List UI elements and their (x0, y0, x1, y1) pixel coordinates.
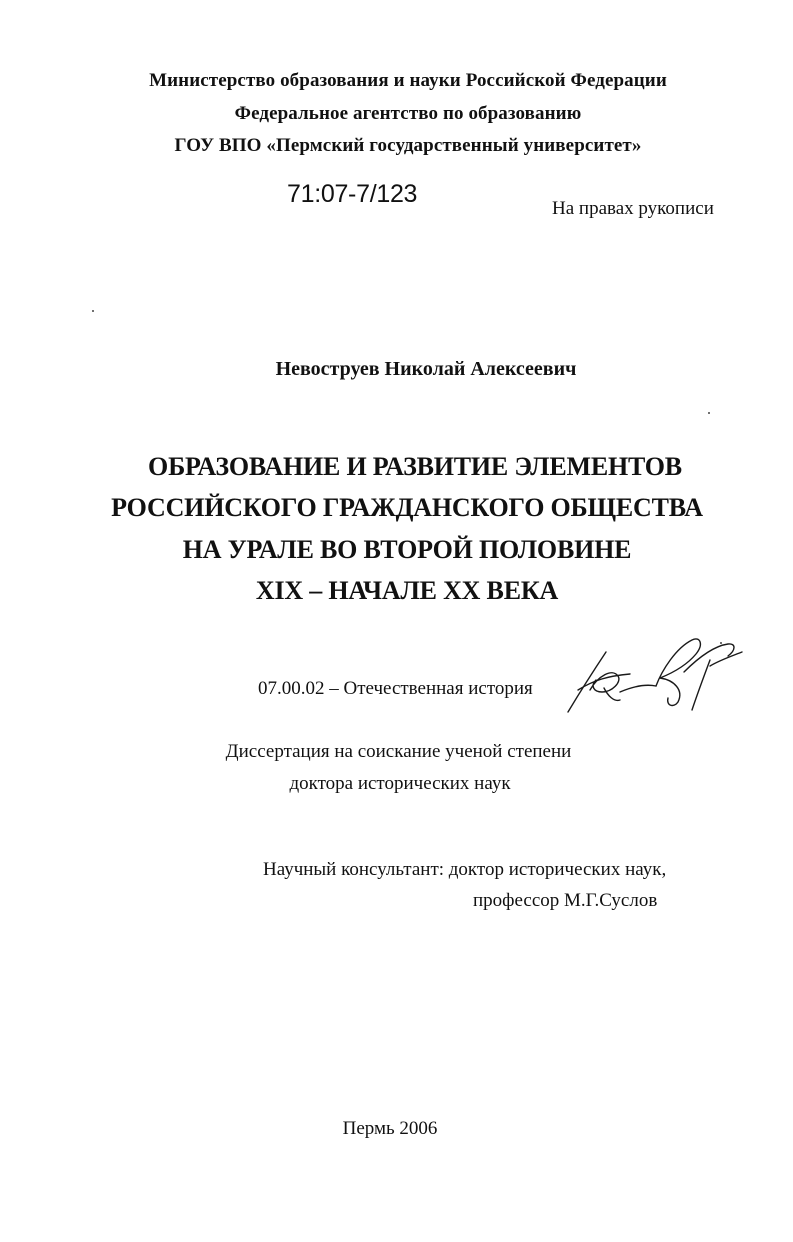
advisor-line: профессор М.Г.Суслов (473, 890, 658, 911)
degree-line: Диссертация на соискание ученой степени (225, 741, 572, 762)
title-line: РОССИЙСКОГО ГРАЖДАНСКОГО ОБЩЕСТВА (111, 493, 703, 522)
agency-line: Федеральное агентство по образованию (234, 103, 582, 124)
scan-speck (720, 642, 722, 644)
author-name: Невоструев Николай Алексеевич (275, 358, 577, 380)
manuscript-note: На правах рукописи (552, 198, 714, 219)
title-line: XIX – НАЧАЛЕ XX ВЕКА (255, 576, 559, 605)
registry-number: 71:07-7/123 (287, 180, 418, 208)
specialty-line: 07.00.02 – Отечественная история (258, 678, 533, 699)
ministry-line: Министерство образования и науки Российской Федерации (149, 70, 667, 91)
university-line: ГОУ ВПО «Пермский государственный университет» (174, 135, 642, 156)
city-year: Пермь 2006 (342, 1118, 438, 1139)
degree-line: доктора исторических наук (289, 773, 511, 794)
scan-speck (92, 310, 94, 312)
title-line: НА УРАЛЕ ВО ВТОРОЙ ПОЛОВИНЕ (182, 535, 632, 564)
scan-speck (708, 412, 710, 414)
title-line: ОБРАЗОВАНИЕ И РАЗВИТИЕ ЭЛЕМЕНТОВ (148, 452, 682, 481)
advisor-line: Научный консультант: доктор исторических наук, (263, 859, 667, 880)
